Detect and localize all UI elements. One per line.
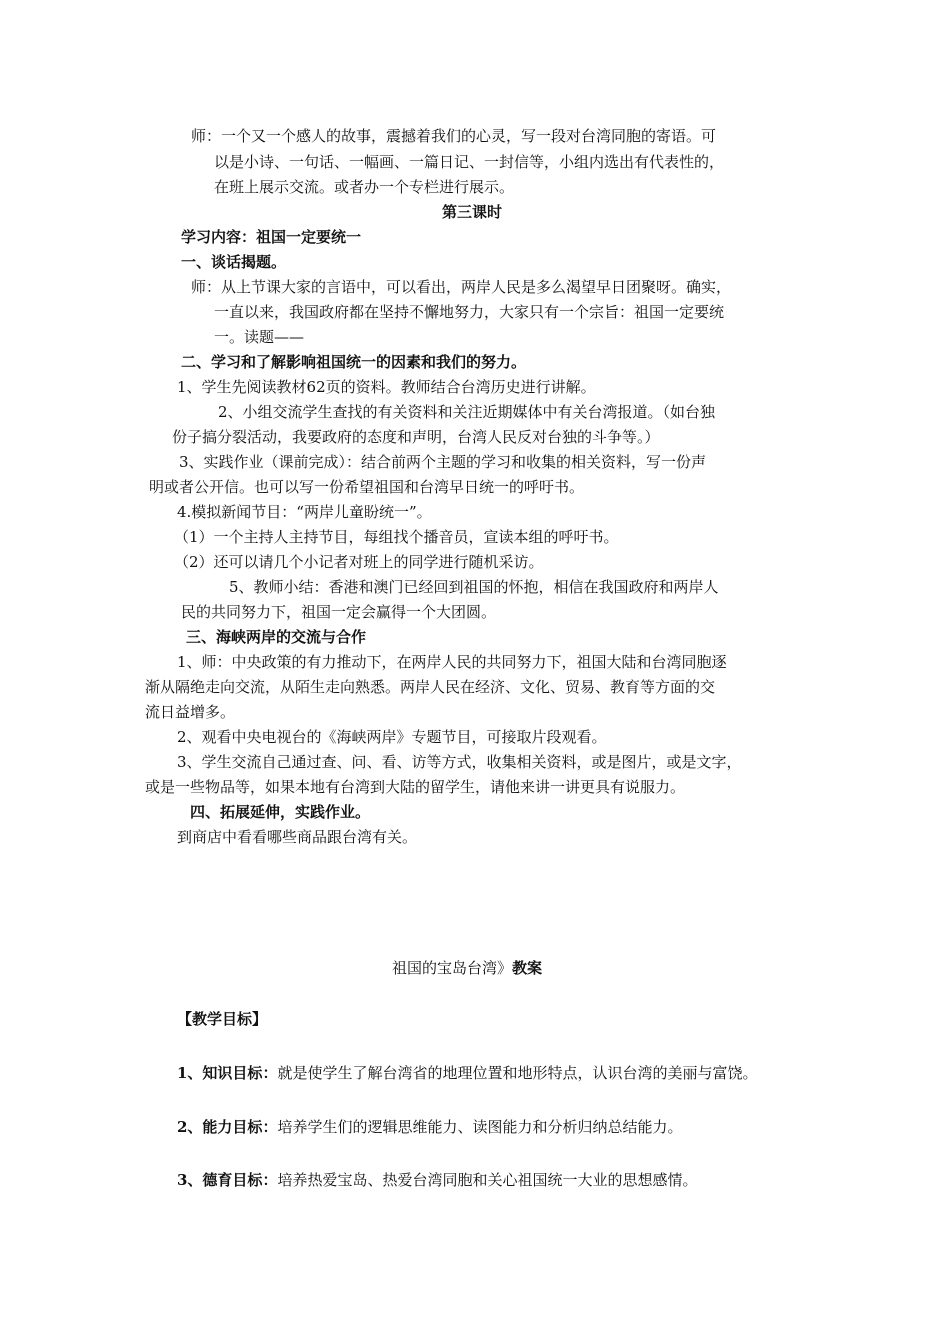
paragraph-line: 到商店中看看哪些商品跟台湾有关。	[177, 828, 418, 846]
paragraph-line: 一。读题——	[214, 328, 305, 346]
objectives-heading: 【教学目标】	[177, 1010, 268, 1028]
list-item: 3、实践作业（课前完成）：结合前两个主题的学习和收集的相关资料，写一份声	[179, 453, 707, 471]
paragraph-line: 师：从上节课大家的言语中，可以看出，两岸人民是多么渴望早日团聚呀。确实，	[191, 278, 732, 296]
plan-title	[392, 958, 542, 978]
list-item: 份子搞分裂活动，我要政府的态度和声明，台湾人民反对台独的斗争等。）	[172, 428, 660, 446]
plan-title-suffix: 教案	[512, 959, 543, 977]
list-item: 渐从隔绝走向交流，从陌生走向熟悉。两岸人民在经济、文化、贸易、教育等方面的交	[145, 678, 716, 696]
objective-text: 就是使学生了解台湾省的地理位置和地形特点，认识台湾的美丽与富饶。	[277, 1064, 758, 1082]
teacher-paragraph-line: 以是小诗、一句话、一幅画、一篇日记、一封信等，小组内选出有代表性的，	[214, 153, 725, 171]
section-title: 二、学习和了解影响祖国统一的因素和我们的努力。	[181, 353, 527, 371]
list-item: 或是一些物品等，如果本地有台湾到大陆的留学生，请他来讲一讲更具有说服力。	[145, 778, 686, 796]
list-item: 4.模拟新闻节目：“两岸儿童盼统一”。	[177, 503, 432, 521]
list-item: 5、教师小结：香港和澳门已经回到祖国的怀抱，相信在我国政府和两岸人	[229, 578, 719, 596]
list-item: （1）一个主持人主持节目，每组找个播音员，宣读本组的呼吁书。	[174, 528, 619, 546]
list-item: 1、师：中央政策的有力推动下，在两岸人民的共同努力下，祖国大陆和台湾同胞逐	[177, 653, 727, 671]
section-title: 四、拓展延伸，实践作业。	[190, 803, 371, 821]
teacher-paragraph-line: 师：一个又一个感人的故事，震撼着我们的心灵，写一段对台湾同胞的寄语。可	[191, 127, 717, 145]
objective-text: 培养学生们的逻辑思维能力、读图能力和分析归纳总结能力。	[277, 1118, 683, 1136]
list-item: 2、观看中央电视台的《海峡两岸》专题节目，可接取片段观看。	[177, 728, 607, 746]
objective-item	[177, 1170, 697, 1190]
paragraph-line: 一直以来，我国政府都在坚持不懈地努力，大家只有一个宗旨：祖国一定要统	[214, 303, 725, 321]
list-item: 3、学生交流自己通过查、问、看、访等方式，收集相关资料，或是图片，或是文字，	[177, 753, 742, 771]
list-item: 1、学生先阅读教材62页的资料。教师结合台湾历史进行讲解。	[177, 378, 596, 396]
list-item: 流日益增多。	[145, 703, 236, 721]
plan-title-text: 祖国的宝岛台湾》	[392, 959, 513, 977]
objective-item	[177, 1063, 757, 1083]
list-item: （2）还可以请几个小记者对班上的同学进行随机采访。	[174, 553, 544, 571]
objective-label: 3、德育目标：	[177, 1171, 278, 1189]
list-item: 民的共同努力下，祖国一定会赢得一个大团圆。	[181, 603, 497, 621]
objective-text: 培养热爱宝岛、热爱台湾同胞和关心祖国统一大业的思想感情。	[277, 1171, 698, 1189]
lesson-heading: 第三课时	[442, 203, 503, 221]
content-title: 学习内容：祖国一定要统一	[181, 228, 362, 246]
list-item: 明或者公开信。也可以写一份希望祖国和台湾早日统一的呼吁书。	[149, 478, 585, 496]
section-title: 三、海峡两岸的交流与合作	[186, 628, 367, 646]
section-title: 一、谈话揭题。	[181, 253, 287, 271]
teacher-paragraph-line: 在班上展示交流。或者办一个专栏进行展示。	[214, 178, 515, 196]
objective-item	[177, 1117, 682, 1137]
objective-label: 1、知识目标：	[177, 1064, 278, 1082]
list-item: 2、小组交流学生查找的有关资料和关注近期媒体中有关台湾报道。（如台独	[218, 403, 716, 421]
objective-label: 2、能力目标：	[177, 1118, 278, 1136]
